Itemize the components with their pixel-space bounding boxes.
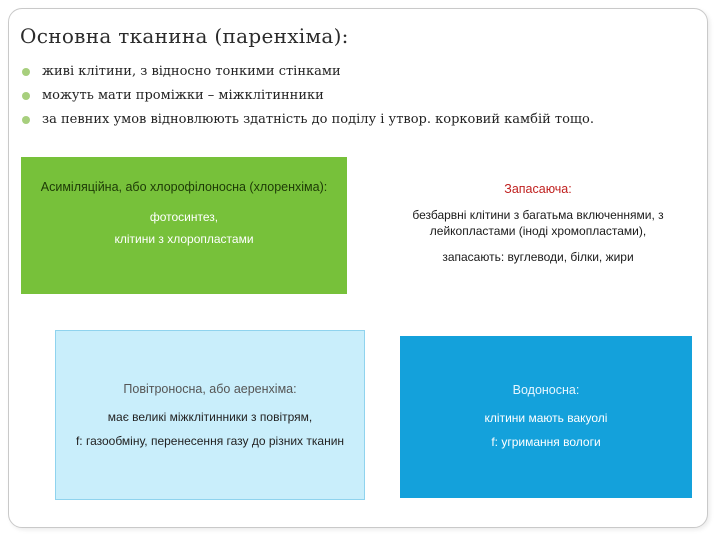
box-heading: Водоносна: — [512, 383, 580, 397]
assimilation-tissue-box — [21, 157, 347, 294]
bullet-item — [22, 84, 594, 108]
storage-tissue-box — [378, 157, 698, 294]
slide-title: Основна тканина (паренхіма): — [20, 24, 349, 48]
bullet-item — [22, 108, 594, 132]
bullet-text: живі клітини, з відносно тонкими стінками — [42, 64, 341, 79]
box-text: клітини з хлоропластами — [114, 232, 254, 246]
bullet-text: можуть мати проміжки – міжклітинники — [42, 88, 324, 103]
box-heading: Асиміляційна, або хлорофілоносна (хлоренхіма): — [40, 180, 328, 194]
bullet-dot-icon — [22, 92, 30, 100]
box-text: клітини мають вакуолі — [484, 411, 608, 425]
aerenchyma-tissue-box — [55, 330, 365, 500]
bullet-text: за певних умов відновлюють здатність до поділу і утвор. корковий камбій тощо. — [42, 112, 594, 127]
box-heading: Запасаюча: — [504, 182, 572, 196]
bullet-list — [22, 60, 594, 132]
box-text: має великі міжклітинники з повітрям, — [107, 410, 313, 424]
box-text: безбарвні клітини з багатьма включеннями, з лейкопластами (іноді хромопластами), — [412, 208, 664, 238]
bullet-item — [22, 60, 594, 84]
box-heading: Повітроносна, або аеренхіма: — [123, 382, 297, 396]
box-text: f: угримання вологи — [491, 435, 601, 449]
box-text: фотосинтез, — [149, 210, 219, 224]
box-text: f: газообміну, перенесення газу до різних тканин — [75, 434, 345, 448]
aquiferous-tissue-box — [400, 336, 692, 498]
bullet-dot-icon — [22, 68, 30, 76]
bullet-dot-icon — [22, 116, 30, 124]
box-text: запасають: вуглеводи, білки, жири — [442, 250, 634, 264]
